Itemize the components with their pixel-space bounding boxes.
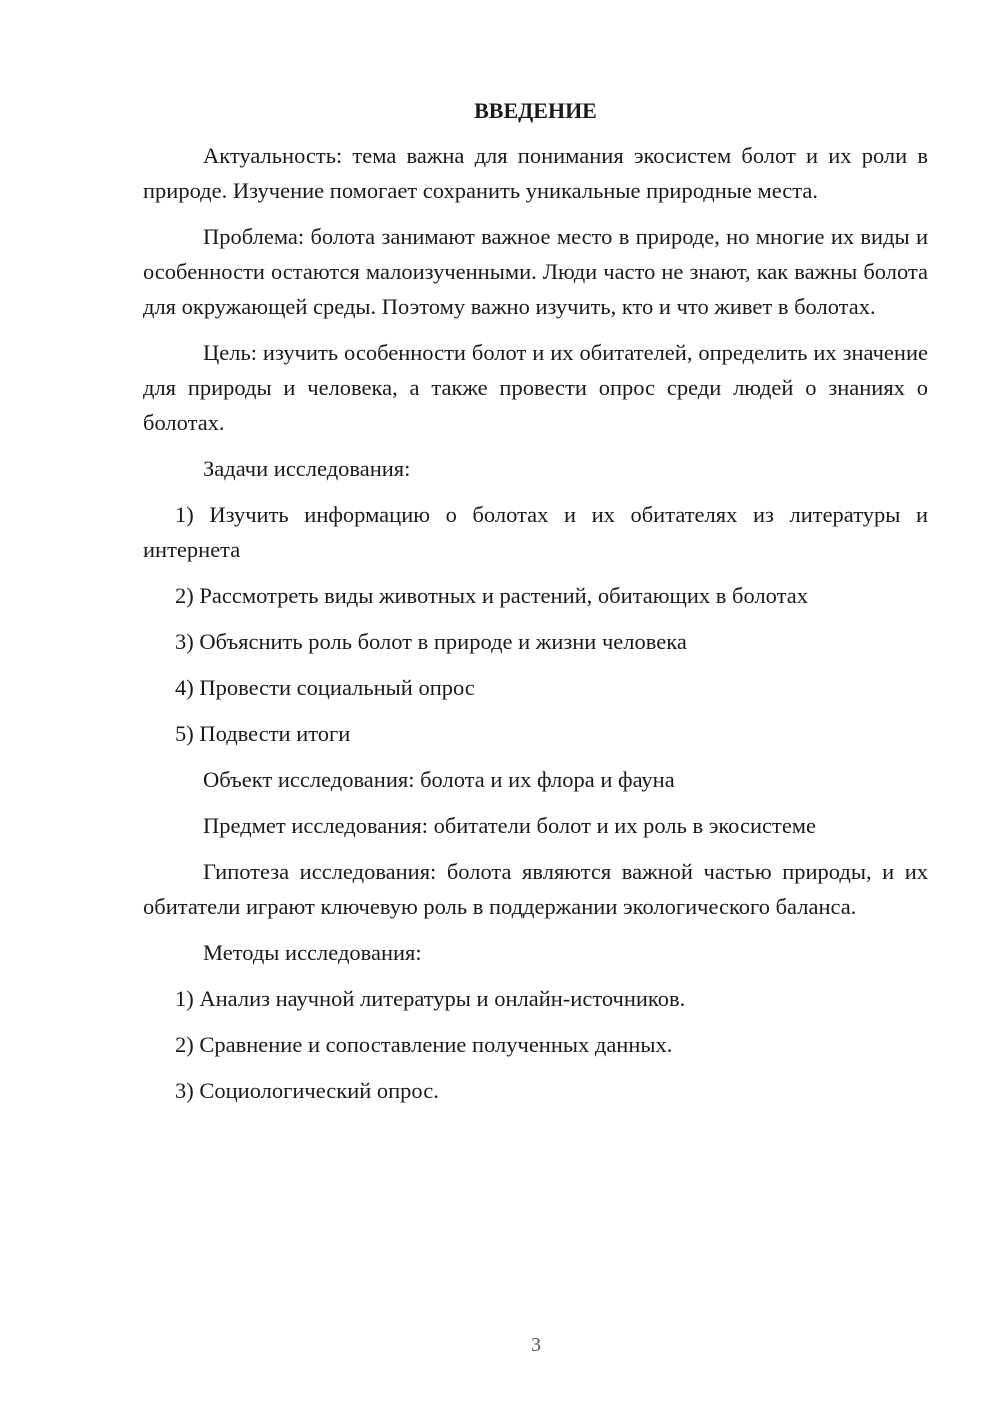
object-paragraph: Объект исследования: болота и их флора и фауна xyxy=(203,767,675,792)
task-item: 3) Объяснить роль болот в природе и жизни человека xyxy=(175,629,687,654)
method-item: 2) Сравнение и сопоставление полученных данных. xyxy=(175,1032,673,1057)
tasks-heading: Задачи исследования: xyxy=(203,456,411,481)
page-number: 3 xyxy=(531,1334,541,1356)
subject-paragraph: Предмет исследования: обитатели болот и их роль в экосистеме xyxy=(203,813,817,838)
problem-paragraph: Проблема: болота занимают важное место в природе, но многие их виды и особенности остаются малоизученными. Люди часто не знают, как важны болота для окружающей среды. Поэтому важно изучить, кто и что живет в болотах. xyxy=(143,224,928,319)
goal-paragraph: Цель: изучить особенности болот и их обитателей, определить их значение для природы и человека, а также провести опрос среди людей о знаниях о болотах. xyxy=(143,340,928,435)
task-item: 2) Рассмотреть виды животных и растений, обитающих в болотах xyxy=(175,583,808,608)
methods-heading: Методы исследования: xyxy=(203,940,422,965)
hypothesis-paragraph: Гипотеза исследования: болота являются важной частью природы, и их обитатели играют ключевую роль в поддержании экологического баланса. xyxy=(143,859,928,919)
task-item: 5) Подвести итоги xyxy=(175,721,351,746)
method-item: 1) Анализ научной литературы и онлайн-источников. xyxy=(175,986,686,1011)
relevance-paragraph: Актуальность: тема важна для понимания экосистем болот и их роли в природе. Изучение помогает сохранить уникальные природные места. xyxy=(143,143,928,203)
method-item: 3) Социологический опрос. xyxy=(175,1078,439,1103)
task-item: 4) Провести социальный опрос xyxy=(175,675,475,700)
page-content xyxy=(143,96,928,1119)
task-item: 1) Изучить информацию о болотах и их обитателях из литературы и интернета xyxy=(143,502,928,562)
section-title: ВВЕДЕНИЕ xyxy=(474,98,597,123)
